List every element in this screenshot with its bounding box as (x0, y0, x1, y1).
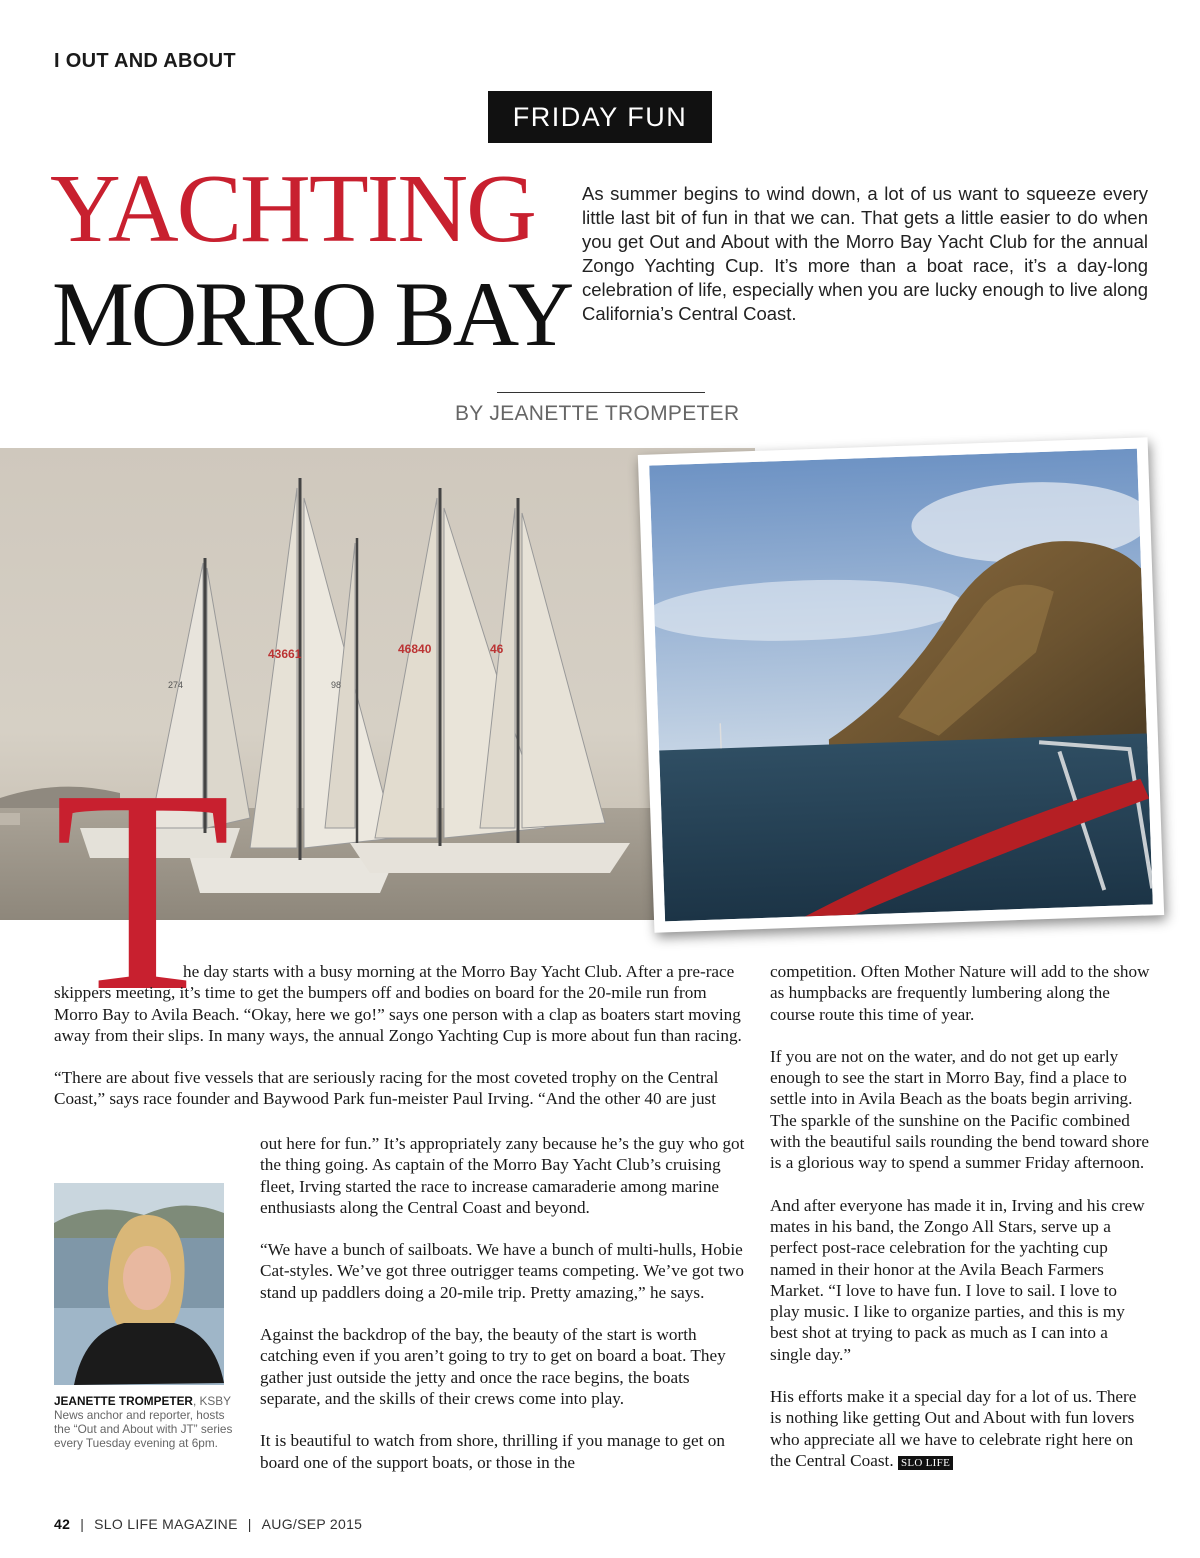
section-label: I OUT AND ABOUT (54, 50, 236, 72)
article-final-text: His efforts make it a special day for a lot of us. There is nothing like getting Out and About with fun lovers who appreciate all we have to celebrate right here on the Central Coast. (770, 1387, 1137, 1470)
sail-number: 98 (331, 680, 342, 690)
author-name: JEANETTE TROMPETER (54, 1394, 193, 1408)
article-paragraph: “There are about five vessels that are seriously racing for the most coveted trophy on the Central Coast,” says race founder and Baywood Park fun-meister Paul Irving. “And the other 40 are just (54, 1068, 719, 1109)
sail-number: 43661 (268, 647, 302, 661)
author-caption (54, 1394, 234, 1450)
byline: BY JEANETTE TROMPETER (455, 402, 740, 425)
article-paragraph: And after everyone has made it in, Irving and his crew mates in his band, the Zongo All Stars, serve up a perfect post-race celebration for the yachting cup named in their honor at the Avila Beach Farmers Market. “I love to have fun. I love to sail. I love to play music. I like to organize parties, and this is my best shot at trying to pack as much as I can into a single day.” (770, 1195, 1145, 1364)
author-bio: , KSBY News anchor and reporter, hosts the “Out and About with JT” series every Tuesday evening at 6pm. (54, 1394, 233, 1450)
article-paragraph: It is beautiful to watch from shore, thrilling if you manage to get on board one of the support boats, or those in the (260, 1431, 725, 1472)
page-number: 42 (54, 1516, 71, 1532)
article-paragraph: “We have a bunch of sailboats. We have a bunch of multi-hulls, Hobie Cat-styles. We’ve got three outrigger teams competing. We’ve got two stand up paddlers doing a 20-mile trip. Pretty amazing,” he says. (260, 1240, 744, 1302)
article-paragraph: competition. Often Mother Nature will add to the show as humpbacks are frequently lumbering along the course route this time of year. (770, 962, 1150, 1024)
headline-line-2: MORRO BAY (52, 263, 572, 365)
article-paragraph: out here for fun.” It’s appropriately zany because he’s the guy who got the thing going. As captain of the Morro Bay Yacht Club’s cruising fleet, Irving started the race to increase camaraderie among marine enthusiasts along the Central Coast and beyond. (260, 1134, 745, 1217)
end-mark-badge: SLO LIFE (898, 1456, 953, 1470)
drop-cap: T (54, 730, 232, 1051)
morro-rock-photo (649, 449, 1153, 922)
sail-number: 46 (490, 642, 504, 656)
article-column-2 (770, 961, 1150, 1495)
article-paragraph: he day starts with a busy morning at the Morro Bay Yacht Club. After a pre-race skippers meeting, it’s time to get the bumpers off and bodies on board for the 20-mile run from Morro Bay to Avila Beach. “Okay, here we go!” says one person with a clap as boaters start moving away from their slips. In many ways, the annual Zongo Yachting Cup is more about fun than racing. (54, 962, 742, 1045)
byline-rule (497, 392, 705, 393)
headline-line-1: YACHTING (50, 155, 535, 263)
sail-number: 274 (168, 680, 184, 690)
article-paragraph (770, 1386, 1150, 1474)
author-photo (54, 1183, 224, 1385)
article-column-1-top (54, 961, 744, 1131)
issue-date: AUG/SEP 2015 (261, 1516, 363, 1532)
sail-number: 46840 (398, 642, 432, 656)
article-column-1-bottom (260, 1133, 746, 1494)
intro-paragraph: As summer begins to wind down, a lot of us want to squeeze every little last bit of fun in that we can. That gets a little easier to do when you get Out and About with the Morro Bay Yacht Club for the annual Zongo Yachting Cup. It’s more than a boat race, it’s a day-long celebration of life, especially when you are lucky enough to live along California’s Central Coast. (582, 183, 1148, 324)
article-paragraph: Against the backdrop of the bay, the beauty of the start is worth catching even if you aren’t going to try to get on board a boat. They gather just outside the jetty and once the race begins, the boats separate, and the skills of their crews come into play. (260, 1325, 726, 1408)
magazine-name: SLO LIFE MAGAZINE (94, 1516, 238, 1532)
morro-rock-photo-frame (638, 437, 1164, 933)
page-footer: 42 | SLO LIFE MAGAZINE | AUG/SEP 2015 (54, 1516, 363, 1532)
kicker-badge: FRIDAY FUN (488, 91, 712, 143)
article-paragraph: If you are not on the water, and do not get up early enough to see the start in Morro Bay, find a place to settle into in Avila Beach as the boats begin arriving. The sparkle of the sunshine on the Pacific combined with the beautiful sails rounding the bend toward shore is a glorious way to spend a summer Friday afternoon. (770, 1046, 1149, 1173)
